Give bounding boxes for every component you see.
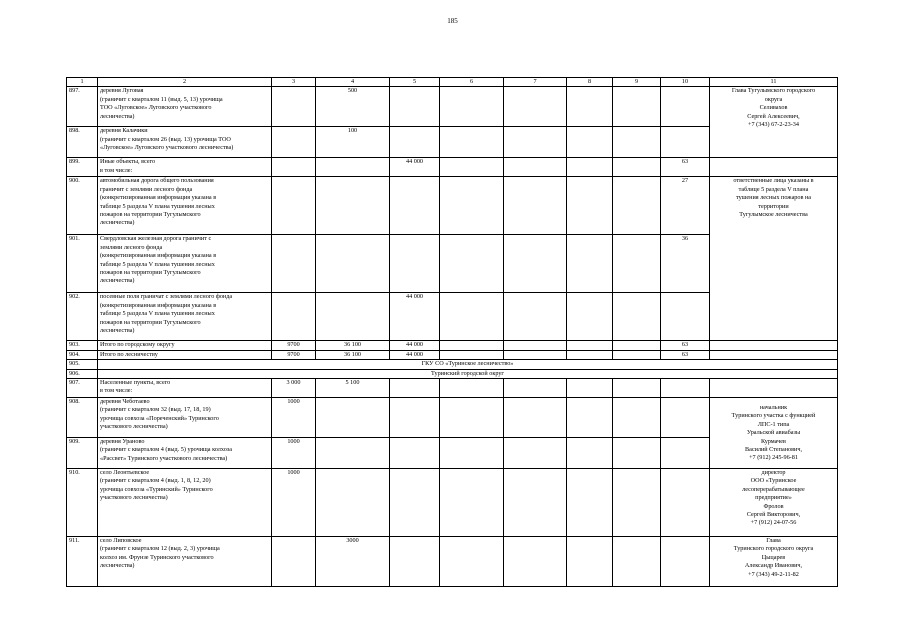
table-row [67, 469, 838, 537]
table-row [67, 438, 838, 469]
header-cell: 5 [390, 78, 440, 87]
cell-value: 5 100 [316, 379, 390, 398]
table-row [67, 369, 838, 378]
table-header-row [67, 78, 838, 87]
cell-value: 3 000 [272, 379, 316, 398]
cell-value: 9700 [272, 350, 316, 359]
row-name: Населенные пункты, всего в том числе: [98, 379, 272, 398]
table-row [67, 350, 838, 359]
row-number: 907. [67, 379, 98, 398]
table-row [67, 87, 838, 127]
row-name: село Леонтьевское (граничит с кварталом 4 (выд. 1, 8, 12, 20) урочища совхоза «Туринский» Туринского участкового лесничества) [98, 469, 272, 537]
row-number: 900. [67, 177, 98, 235]
row-number: 909. [67, 438, 98, 469]
cell-value: 100 [316, 127, 390, 158]
responsible-contact: Глава Тугулымского городского округа Селивахов Сергей Алексеевич, +7 (343) 67-2-23-34 [710, 87, 838, 158]
cell-value: 1000 [272, 438, 316, 469]
cell-value: 63 [661, 341, 710, 350]
row-number: 899. [67, 158, 98, 177]
cell-value: 36 100 [316, 341, 390, 350]
row-name: Итого по лесничеству [98, 350, 272, 359]
cell-value: 44 000 [390, 158, 440, 177]
table-row [67, 360, 838, 369]
cell-value: 500 [316, 87, 390, 127]
cell-value: 36 [661, 235, 710, 293]
header-cell: 8 [567, 78, 613, 87]
row-name: деревня Чеботаево (граничит с кварталом 32 (выд. 17, 18, 19) урочища совхоза «Пореченский» Туринского участкового лесничества) [98, 398, 272, 438]
header-cell: 1 [67, 78, 98, 87]
responsible-contact: ответственные лица указаны в таблице 5 раздела V плана тушения лесных пожаров на территории Тугулымское лесничества [710, 177, 838, 341]
row-name: посевные поля граничат с землями лесного фонда (конкретизированная информация указана в таблице 5 раздела V плана тушения лесных пожаров на территории Тугулымского лесничества) [98, 293, 272, 341]
table-row [67, 398, 838, 438]
cell-value: 9700 [272, 341, 316, 350]
row-number: 903. [67, 341, 98, 350]
data-table [66, 77, 838, 587]
responsible-contact: начальник Туринского участка с функцией ЛПС-1 типа Уральской авиабазы [710, 398, 838, 438]
responsible-contact: директор ООО «Туринское лесоперерабатывающее предприятие» Фролов Сергей Викторович, +7 (912) 24-07-56 [710, 469, 838, 537]
row-number: 905. [67, 360, 98, 369]
row-name: деревня Калачики (граничит с кварталом 26 (выд. 13) урочища ТОО «Луговское» Луговского участкового лесничества) [98, 127, 272, 158]
row-number: 901. [67, 235, 98, 293]
cell-value: 1000 [272, 469, 316, 537]
row-number: 908. [67, 398, 98, 438]
table-row [67, 537, 838, 587]
row-number: 897. [67, 87, 98, 127]
section-title: ГКУ СО «Туринское лесничество» [98, 360, 838, 369]
table-row [67, 379, 838, 398]
header-cell: 9 [613, 78, 661, 87]
header-cell: 7 [504, 78, 567, 87]
table-row [67, 341, 838, 350]
table-row [67, 177, 838, 235]
row-number: 904. [67, 350, 98, 359]
row-name: автомобильная дорога общего пользования граничит с землями лесного фонда (конкретизированная информация указана в таблице 5 раздела V плана тушения лесных пожаров на территории Тугулымского лесничества) [98, 177, 272, 235]
cell-value: 44 000 [390, 293, 440, 341]
header-cell: 6 [440, 78, 504, 87]
section-title: Туринский городской округ [98, 369, 838, 378]
responsible-contact: Глава Туринского городского округа Цыцарев Александр Иванович, +7 (343) 49-2-11-82 [710, 537, 838, 587]
header-cell: 4 [316, 78, 390, 87]
row-name: Итого по городскому округу [98, 341, 272, 350]
row-number: 902. [67, 293, 98, 341]
cell-value: 1000 [272, 398, 316, 438]
row-number: 898. [67, 127, 98, 158]
table-row [67, 158, 838, 177]
row-number: 910. [67, 469, 98, 537]
header-cell: 2 [98, 78, 272, 87]
row-name: деревня Луговая (граничит с кварталом 11 (выд. 5, 13) урочища ТОО «Луговское» Луговского участкового лесничества) [98, 87, 272, 127]
row-name: село Липовское (граничит с кварталом 12 (выд. 2, 3) урочища колхоз им. Фрунзе Туринского участкового лесничества) [98, 537, 272, 587]
cell-value: 44 000 [390, 350, 440, 359]
cell-value: 27 [661, 177, 710, 235]
row-name: Свердловская железная дорога граничит с землями лесного фонда (конкретизированная информация указана в таблице 5 раздела V плана тушения лесных пожаров на территории Тугулымского лесничества) [98, 235, 272, 293]
row-number: 906. [67, 369, 98, 378]
responsible-contact: Курмачев Василий Степанович, +7 (912) 245-96-81 [710, 438, 838, 469]
cell-value: 36 100 [316, 350, 390, 359]
page-number: 185 [447, 17, 458, 25]
cell-value: 63 [661, 158, 710, 177]
header-cell: 3 [272, 78, 316, 87]
cell-value: 63 [661, 350, 710, 359]
row-number: 911. [67, 537, 98, 587]
cell-value: 44 000 [390, 341, 440, 350]
header-cell: 11 [710, 78, 838, 87]
row-name: Иные объекты, всего в том числе: [98, 158, 272, 177]
header-cell: 10 [661, 78, 710, 87]
row-name: деревня Ураново (граничит с кварталом 4 (выд. 5) урочища колхоза «Рассвет» Туринского участкового лесничества) [98, 438, 272, 469]
cell-value: 3000 [316, 537, 390, 587]
